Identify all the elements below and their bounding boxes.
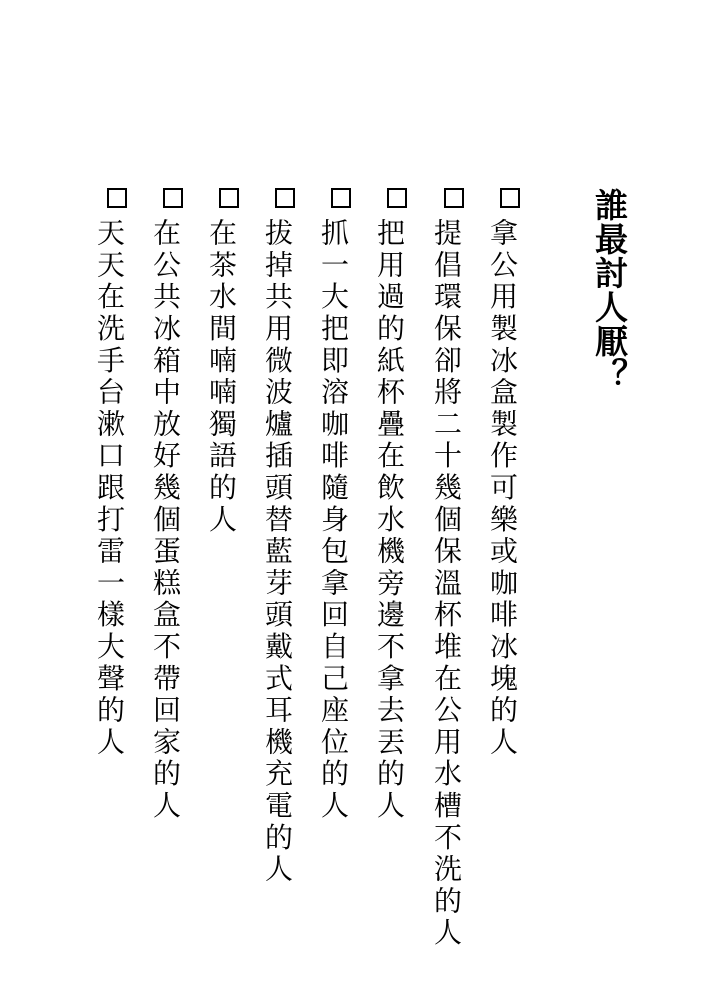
- page-title: 誰最討人厭？: [590, 188, 629, 392]
- checklist-item-text: 抓一大把即溶咖啡隨身包拿回自己座位的人: [317, 218, 350, 823]
- checklist-item: [484, 188, 520, 828]
- checkbox-icon: [387, 188, 407, 208]
- checklist-item-text: 天天在洗手台漱口跟打雷一樣大聲的人: [93, 218, 126, 759]
- checklist-item: [147, 188, 183, 828]
- checklist-item-text: 把用過的紙杯疊在飲水機旁邊不拿去丟的人: [373, 218, 406, 823]
- checklist-item: [315, 188, 351, 828]
- checkbox-icon: [500, 188, 520, 208]
- checklist-item: [371, 188, 407, 828]
- checkbox-icon: [331, 188, 351, 208]
- checklist-item-text: 拿公用製冰盒製作可樂或咖啡冰塊的人: [486, 218, 519, 759]
- checkbox-icon: [219, 188, 239, 208]
- checkbox-icon: [163, 188, 183, 208]
- checklist-item-text: 拔掉共用微波爐插頭替藍芽頭戴式耳機充電的人: [261, 218, 294, 886]
- checklist-item-text: 在茶水間喃喃獨語的人: [205, 218, 238, 536]
- checklist-item: [428, 188, 464, 950]
- checkbox-icon: [444, 188, 464, 208]
- checkbox-icon: [275, 188, 295, 208]
- checklist-item: [91, 188, 127, 828]
- checklist-item: [203, 188, 239, 828]
- checklist-item: [259, 188, 295, 886]
- checklist-item-text: 在公共冰箱中放好幾個蛋糕盒不帶回家的人: [149, 218, 182, 823]
- checkbox-icon: [107, 188, 127, 208]
- checklist-item-text: 提倡環保卻將二十幾個保溫杯堆在公用水槽不洗的人: [430, 218, 463, 950]
